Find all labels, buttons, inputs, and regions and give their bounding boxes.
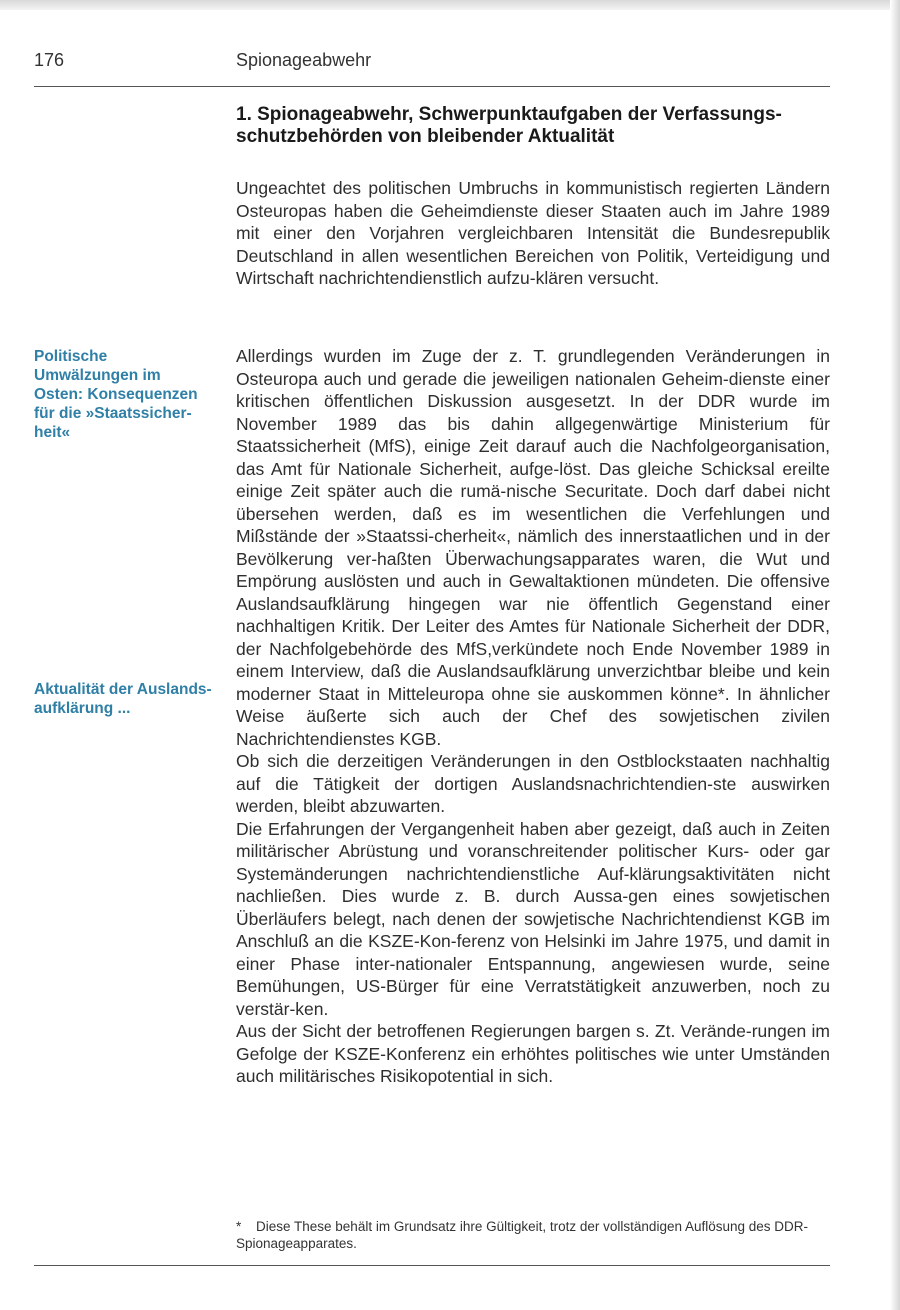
page-edge-shadow bbox=[890, 0, 900, 1310]
header-rule bbox=[34, 86, 830, 87]
running-head: Spionageabwehr bbox=[236, 50, 372, 70]
body-intro bbox=[236, 177, 830, 290]
paragraph: Die Erfahrungen der Vergangenheit haben aber gezeigt, daß auch in Zeiten militärischer Abrüstung und voranschreitender politischer Kurs- oder gar Systemänderungen nachrichtendienstliche Auf-klärungsaktivitäten nicht nachließen. Dies wurde z. B. durch Aussa-gen eines sowjetischen Überläufers belegt, nach denen der sowjetische Nachrichtendienst KGB im Anschluß an die KSZE-Kon-ferenz von Helsinki im Jahre 1975, und damit in einer Phase inter-nationaler Entspannung, angewiesen wurde, seine Bemühungen, US-Bürger für eine Verratstätigkeit anzuwerben, noch zu verstär-ken. bbox=[236, 818, 830, 1019]
paragraph: Allerdings wurden im Zuge der z. T. grundlegenden Veränderungen in Osteuropa auch und gerade die jeweiligen nationalen Geheim-dienste einer kritischen öffentlichen Diskussion ausgesetzt. In der DDR wurde im November 1989 das bis dahin allgegenwärtige Ministerium für Staatssicherheit (MfS), einige Zeit darauf auch die Nachfolgeorganisation, das Amt für Nationale Sicherheit, aufge-löst. Das gleiche Schicksal ereilte einige Zeit später auch die rumä-nische Securitate. Doch darf dabei nicht übersehen werden, daß es im wesentlichen die Verfehlungen und Mißstände der »Staatssi-cherheit«, nämlich des innerstaatlichen und in der Bevölkerung ver-haßten Überwachungsapparates waren, die Wut und Empörung auslösten und auch in Gewaltaktionen mündeten. Die offensive Auslandsaufklärung hingegen war nie öffentlich Gegenstand einer nachhaltigen Kritik. Der Leiter des Amtes für Nationale Sicherheit der DDR, der Nachfolgebehörde des MfS,verkündete noch Ende November 1989 in einem Interview, daß die Auslandsaufklärung unverzichtbar bleibe und kein moderner Staat in Mitteleuropa ohne sie auskommen könne*. In ähnlicher Weise äußerte sich auch der Chef des sowjetischen zivilen Nachrichtendienstes KGB. bbox=[236, 346, 830, 749]
footer-rule bbox=[34, 1265, 830, 1266]
footnote-mark: * bbox=[236, 1219, 242, 1234]
paragraph: Ungeachtet des politischen Umbruchs in kommunistisch regierten Ländern Osteuropas haben die Geheimdienste dieser Staaten auch im Jahre 1989 mit einer den Vorjahren vergleichbaren Intensität die Bundesrepublik Deutschland in allen wesentlichen Bereichen von Politik, Verteidigung und Wirtschaft nachrichtendienstlich aufzu-klären versucht. bbox=[236, 178, 830, 288]
body-main bbox=[236, 345, 830, 1088]
paragraph: Aus der Sicht der betroffenen Regierungen bargen s. Zt. Verände-rungen im Gefolge der KSZE-Konferenz ein erhöhtes politisches wie unter Umständen auch militärisches Risikopotential in sich. bbox=[236, 1021, 830, 1086]
footnote bbox=[236, 1218, 830, 1252]
section-title: 1. Spionageabwehr, Schwerpunktaufgaben der Verfassungs-schutzbehörden von bleibender Aktualität bbox=[236, 104, 782, 147]
page-number: 176 bbox=[34, 50, 65, 70]
page-top-shadow bbox=[0, 0, 900, 10]
sidenote-politische-umwaelzungen: Politische Umwälzungen im Osten: Konsequenzen für die »Staatssicher-heit« bbox=[34, 348, 198, 441]
paragraph: Ob sich die derzeitigen Veränderungen in den Ostblockstaaten nachhaltig auf die Tätigkeit der dortigen Auslandsnachrichtendien-ste auswirken werden, bleibt abzuwarten. bbox=[236, 751, 830, 816]
footnote-text: Diese These behält im Grundsatz ihre Gültigkeit, trotz der vollständigen Auflösung des DDR-Spionageapparates. bbox=[236, 1219, 809, 1251]
sidenote-aktualitaet-auslandsaufklaerung: Aktualität der Auslands-aufklärung ... bbox=[34, 681, 212, 717]
